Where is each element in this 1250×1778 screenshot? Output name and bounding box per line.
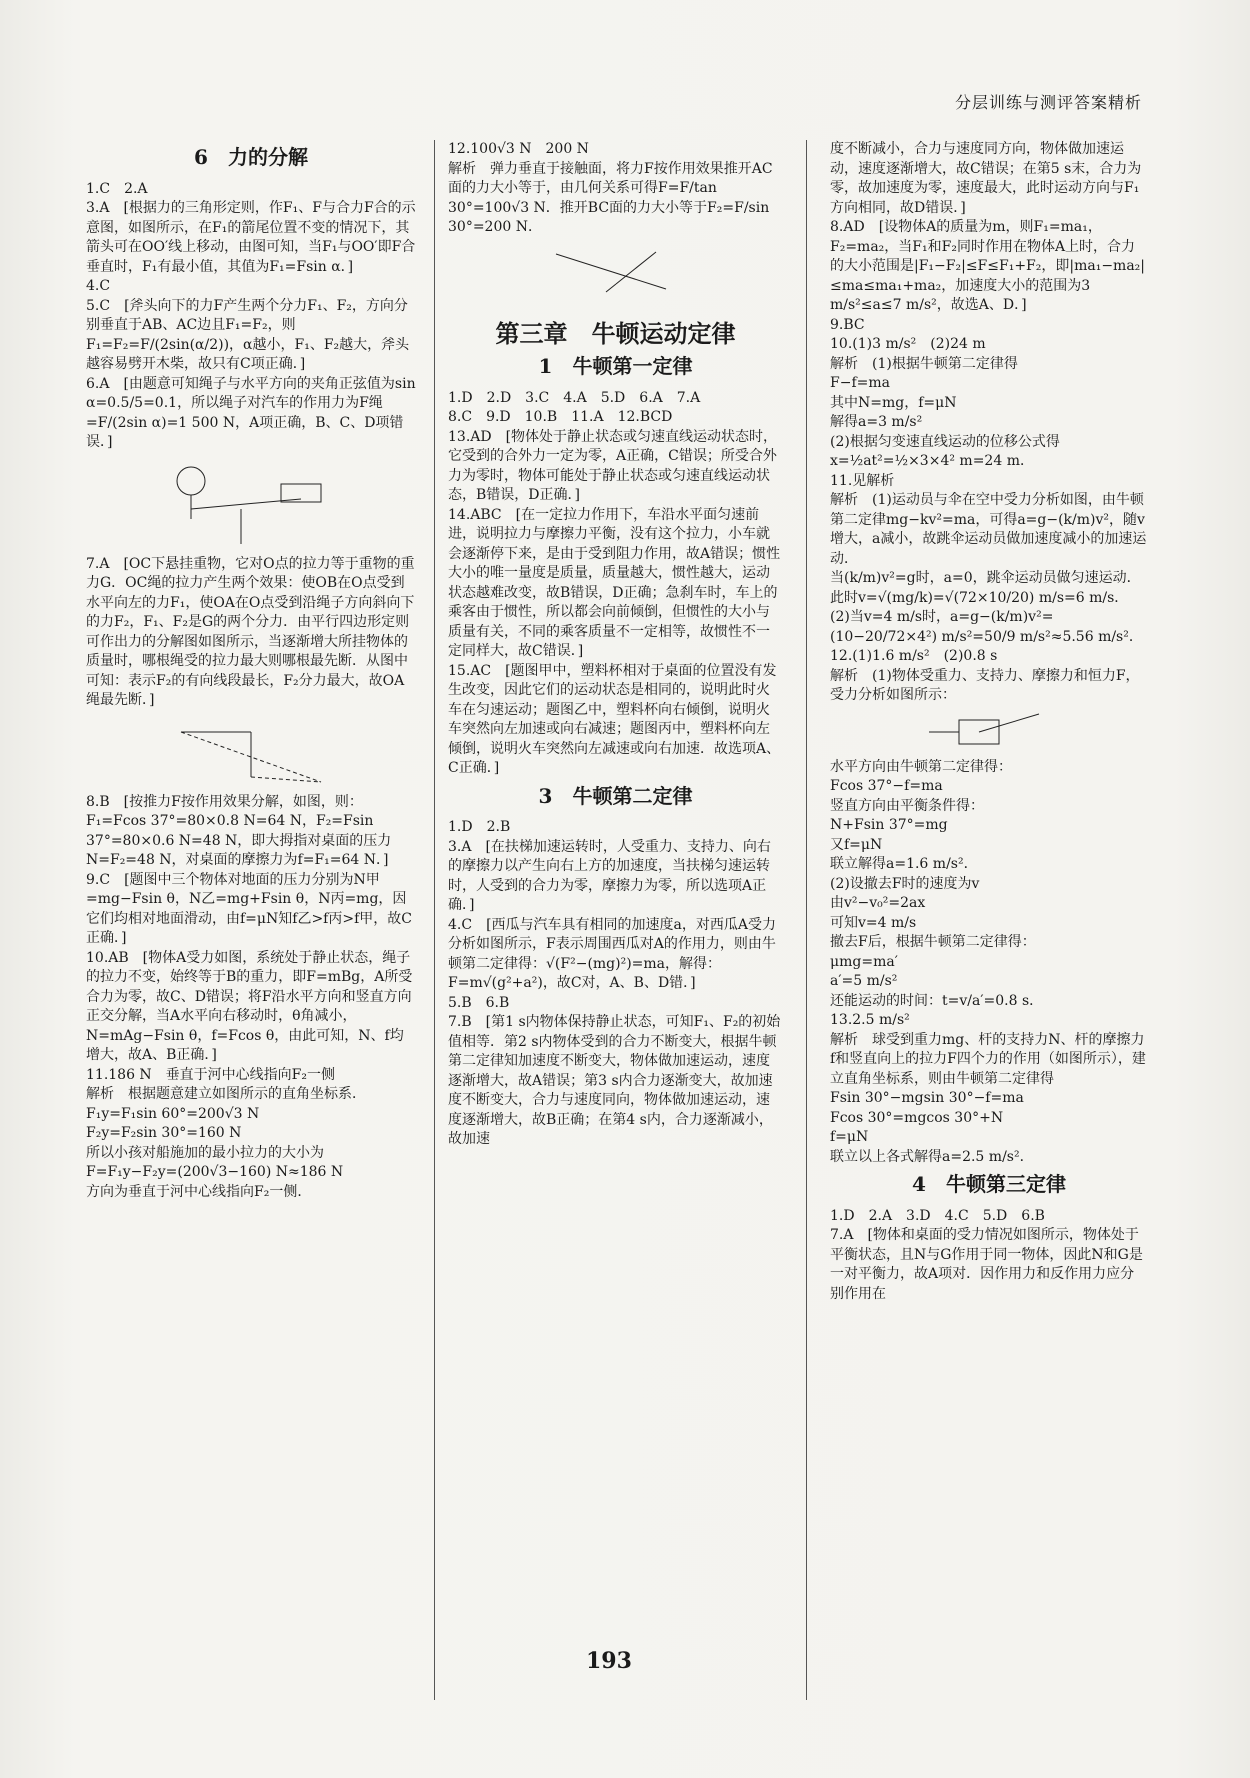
answer-line: 7.A [OC下悬挂重物，它对O点的拉力等于重物的重力G．OC绳的拉力产生两个效果：使OB在O点受到水平向左的力F₁，使OA在O点受到沿绳子方向斜向下的力F₂，F₁、F₂是G的两个分力．由平行四边形定则可作出力的分解图如图所示，当逐渐增大所挂物体的质量时，哪根绳受的拉力最大则哪根最先断．从图中可知：表示F₂的有向线段最长，F₂分力最大，故OA绳最先断．] <box>86 555 415 708</box>
answer-line: 7.A [物体和桌面的受力情况如图所示，物体处于平衡状态，且N与G作用于同一物体，因此N和G是一对平衡力，故A项对．因作用力和反作用力应分别作用在 <box>830 1227 1143 1302</box>
answer-line: 10.(1)3 m/s² (2)24 m <box>830 336 986 352</box>
answer-line: 度不断减小，合力与速度同方向，物体做加速运动，速度逐渐增大，故C错误；在第5 s末，合力为零，故加速度为零，速度最大，此时运动方向与F₁方向相同，故D错误．] <box>830 141 1142 216</box>
section-title: 6 力的分解 <box>194 145 308 169</box>
answer-line: 解析 弹力垂直于接触面，将力F按作用效果推开AC面的力大小等于，由几何关系可得F=F/tan 30°=100√3 N．推开BC面的力大小等于F₂=F/sin 30°=200 N． <box>448 160 774 235</box>
answer-line: Fcos 30°=mgcos 30°+N <box>830 1109 1004 1126</box>
answer-line: 13.AD [物体处于静止状态或匀速直线运动状态时，它受到的合外力一定为零，A正确，C错误；所受合外力为零时，物体可能处于静止状态或匀速直线运动状态，B错误，D正确．] <box>448 428 778 503</box>
answer-line: a′=5 m/s² <box>830 973 898 989</box>
section-title: 3 牛顿第二定律 <box>538 783 693 808</box>
answer-line: 方向为垂直于河中心线指向F₂一侧． <box>86 1183 312 1200</box>
answer-line: μmg=ma′ <box>830 953 898 970</box>
answer-line: 可知v=4 m/s <box>830 914 917 931</box>
tree-car-diagram <box>161 459 341 549</box>
answer-line: 此时v=√(mg/k)=√(72×10/20) m/s=6 m/s． <box>830 589 1129 606</box>
answer-line: 3.A [根据力的三角形定则，作F₁、F与合力F合的示意图，如图所示，在F₁的箭尾位置不变的情况下，其箭头可在OO′线上移动，由图可知，当F₁与OO′即F合垂直时，F₁有最小值，其值为F₁=Fsin α．] <box>86 200 416 275</box>
answer-line: 1.C 2.A <box>86 180 148 197</box>
answer-line: F₁y=F₁sin 60°=200√3 N <box>86 1105 260 1122</box>
answer-line: 12.(1)1.6 m/s² (2)0.8 s <box>830 648 998 664</box>
column-3 <box>830 140 1148 1304</box>
answer-line: 3.A [在扶梯加速运转时，人受重力、支持力、向右的摩擦力以产生向右上方的加速度，当扶梯匀速运转时，人受到的合力为零，摩擦力为零，所以选项A正确．] <box>448 838 771 913</box>
answer-line: 15.AC [题图甲中，塑料杯相对于桌面的位置没有发生改变，因此它们的运动状态是相同的，说明此时火车在匀速运动；题图乙中，塑料杯向右倾倒，说明火车突然向左加速或向右减速；题图丙中，塑料杯向左倾倒，说明火车突然向左减速或向右加速．故选项A、C正确．] <box>448 662 781 776</box>
answer-line: 7.B [第1 s内物体保持静止状态，可知F₁、F₂的初始值相等．第2 s内物体受到的合力不断变大，根据牛顿第二定律知加速度不断变大，物体做加速运动，速度逐渐增大，故A错误；第3 s内合力逐渐变大，故加速度不断变大，合力与速度同向，物体做加速运动，速度逐渐增大，故B正确；在第4 s内，合力逐渐减小，故加速 <box>448 1014 781 1147</box>
answer-line: (2)根据匀变速直线运动的位移公式得 <box>830 433 1060 450</box>
answer-line: (2)当v=4 m/s时，a=g−(k/m)v²=(10−20/72×4²) m/s²=50/9 m/s²≈5.56 m/s²． <box>830 609 1143 645</box>
answer-line: 水平方向由牛顿第二定律得： <box>830 758 1012 775</box>
answer-line: 解析 (1)物体受重力、支持力、摩擦力和恒力F，受力分析如图所示： <box>830 667 1140 703</box>
answer-line: 8.B [按推力F按作用效果分解，如图，则：F₁=Fcos 37°=80×0.8 N=64 N，F₂=Fsin 37°=80×0.6 N=48 N，即大拇指对桌面的压力N=F₂=48 N，对桌面的摩擦力为f=F₁=64 N．] <box>86 793 392 868</box>
answer-line: f=μN <box>830 1129 869 1145</box>
section-title: 4 牛顿第三定律 <box>912 1172 1066 1196</box>
answer-line: 14.ABC [在一定拉力作用下，车沿水平面匀速前进，说明拉力与摩擦力平衡，没有这个拉力，小车就会逐渐停下来，是由于受到阻力作用，故A错误；惯性大小的唯一量度是质量，质量越大，惯性越大，运动状态越难改变，故B错误，D正确；急刹车时，车上的乘客由于惯性，所以都会向前倾倒，但惯性的大小与质量有关，不同的乘客质量不一定相等，故惯性不一定同样大，故C错误．] <box>448 506 781 659</box>
column-divider <box>434 140 435 1700</box>
answer-line: (2)设撤去F时的速度为v <box>830 875 980 892</box>
answer-line: 撤去F后，根据牛顿第二定律得： <box>830 934 1036 950</box>
answer-line: Fsin 30°−mgsin 30°−f=ma <box>830 1090 1024 1106</box>
answer-line: F₂y=F₂sin 30°=160 N <box>86 1125 242 1141</box>
answer-line: N+Fsin 37°=mg <box>830 817 948 833</box>
answer-line: 12.100√3 N 200 N <box>448 141 589 157</box>
answer-line: 由v²−v₀²=2ax <box>830 895 926 911</box>
answer-line: 解析 (1)运动员与伞在空中受力分析如图，由牛顿第二定律mg−kv²=ma，可得a=g−(k/m)v²，随v增大，a减小，故跳伞运动员做加速度减小的加速运动． <box>830 492 1147 567</box>
answer-line: 11.186 N 垂直于河中心线指向F₂一侧 <box>86 1066 336 1083</box>
answer-line: 5.B 6.B <box>448 994 510 1011</box>
answer-line: 联立解得a=1.6 m/s²． <box>830 856 978 872</box>
force-decomposition-diagram <box>161 717 341 787</box>
wedge-diagram <box>546 244 686 294</box>
answer-line: 6.A [由题意可知绳子与水平方向的夹角正弦值为sin α=0.5/5=0.1，所以绳子对汽车的作用力为F绳=F/(2sin α)=1 500 N，A项正确，B、C、D项错误．] <box>86 375 421 450</box>
answer-line: 9.C [题图中三个物体对地面的压力分别为N甲=mg−Fsin θ，N乙=mg+Fsin θ，N丙=mg，因它们均相对地面滑动，由f=μN知f乙>f丙>f甲，故C正确．] <box>86 871 412 946</box>
answer-list <box>86 180 421 1203</box>
running-header: 分层训练与测评答案精析 <box>954 93 1142 112</box>
answer-line: 联立以上各式解得a=2.5 m/s²． <box>830 1148 1034 1165</box>
chapter-title: 第三章 牛顿运动定律 <box>495 318 736 348</box>
column-2 <box>448 140 783 1150</box>
answer-line: 13.2.5 m/s² <box>830 1012 910 1028</box>
answer-line: F=F₁y−F₂y=(200√3−160) N≈186 N <box>86 1164 344 1180</box>
answer-line: 1.D 2.A 3.D 4.C 5.D 6.B <box>830 1207 1045 1224</box>
answer-line: x=½at²=½×3×4² m=24 m． <box>830 453 1034 469</box>
section-title: 1 牛顿第一定律 <box>538 354 693 378</box>
answer-line: 8.AD [设物体A的质量为m，则F₁=ma₁，F₂=ma₂，当F₁和F₂同时作用在物体A上时，合力的大小范围是|F₁−F₂|≤F≤F₁+F₂，即|ma₁−ma₂|≤ma≤ma₁+ma₂，加速度大小的范围为3 m/s²≤a≤7 m/s²，故选A、D．] <box>830 219 1146 313</box>
answer-line: 9.BC <box>830 316 865 333</box>
answer-line: 4.C [西瓜与汽车具有相同的加速度a，对西瓜A受力分析如图所示，F表示周围西瓜对A的作用力，则由牛顿第二定律得：√(F²−(mg)²)=ma，解得：F=m√(g²+a²)，故C对，A、B、D错．] <box>448 916 776 991</box>
answer-line: 其中N=mg，f=μN <box>830 394 957 411</box>
column-1 <box>86 140 421 1202</box>
answer-line: 10.AB [物体A受力如图，系统处于静止状态，绳子的拉力不变，始终等于B的重力，即F=mBg，A所受合力为零，故C、D错误；将F沿水平方向和竖直方向正交分解，当A水平向右移动时，θ角减小，N=mAg−Fsin θ，f=Fcos θ，由此可知，N、f均增大，故A、B正确．] <box>86 949 413 1063</box>
column-divider <box>806 140 807 1700</box>
answer-line: 解析 (1)根据牛顿第二定律得 <box>830 355 1018 372</box>
answer-line: 当(k/m)v²=g时，a=0，跳伞运动员做匀速运动． <box>830 570 1141 586</box>
answer-line: 竖直方向由平衡条件得： <box>830 797 984 814</box>
answer-line: 解析 球受到重力mg、杆的支持力N、杆的摩擦力f和竖直向上的拉力F四个力的作用（如图所示），建立直角坐标系，则由牛顿第二定律得 <box>830 1031 1146 1087</box>
answer-line: 解析 根据题意建立如图所示的直角坐标系． <box>86 1086 366 1102</box>
block-force-diagram <box>919 712 1059 752</box>
answer-line: Fcos 37°−f=ma <box>830 778 943 794</box>
answer-line: 4.C <box>86 278 111 294</box>
answer-line: 1.D 2.D 3.C 4.A 5.D 6.A 7.A <box>448 389 701 406</box>
answer-line: F−f=ma <box>830 375 890 391</box>
answer-line: 5.C [斧头向下的力F产生两个分力F₁、F₂，方向分别垂直于AB、AC边且F₁=F₂，则F₁=F₂=F/(2sin(α/2))，α越小，F₁、F₂越大，斧头越容易劈开木柴，故只有C项正确．] <box>86 297 410 372</box>
answer-line: 8.C 9.D 10.B 11.A 12.BCD <box>448 409 673 425</box>
answer-line: 又f=μN <box>830 836 883 853</box>
answer-line: 解得a=3 m/s² <box>830 414 923 430</box>
answer-line: 所以小孩对船施加的最小拉力的大小为 <box>86 1144 324 1161</box>
answer-line: 还能运动的时间：t=v/a′=0.8 s． <box>830 992 1044 1009</box>
answer-line: 11.见解析 <box>830 472 895 489</box>
answer-line: 1.D 2.B <box>448 819 511 835</box>
page-number: 193 <box>586 1648 632 1674</box>
